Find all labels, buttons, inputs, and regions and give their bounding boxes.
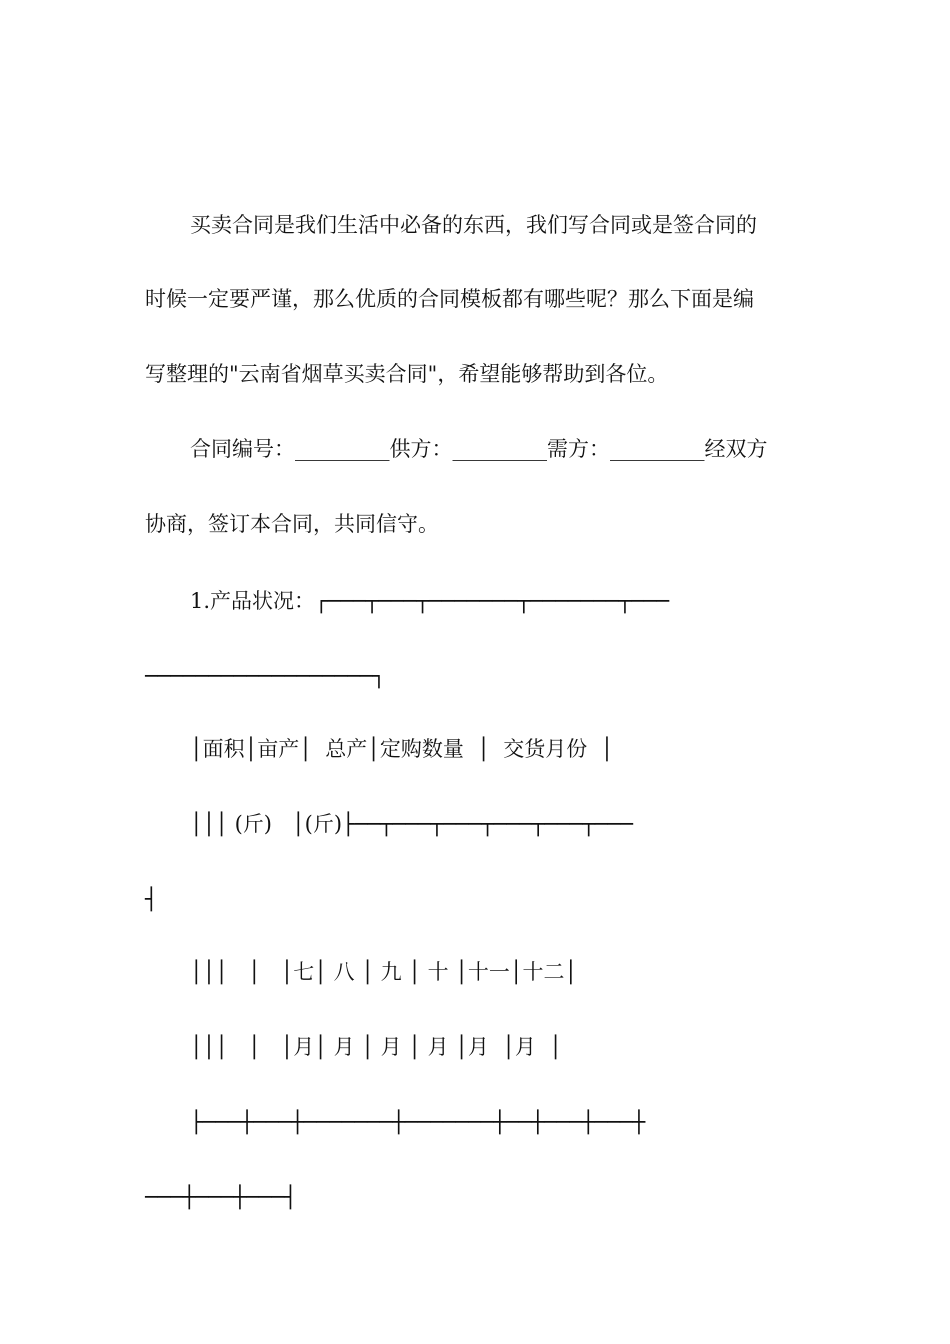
contract-intro-line-2: 协商，签订本合同，共同信守。 [145,512,439,536]
intro-paragraph-line-2: 时候一定要严谨，那么优质的合同模板都有哪些呢？那么下面是编 [145,287,754,311]
product-table-line-5: │││ │ │七│ 八 │ 九 │ 十 │十一│十二│ [190,960,578,984]
product-table-line-8: ───┼───┼───┤ [145,1185,297,1209]
product-table-line-7: ├───┼───┼───────┼───────┼──┼───┼───┼ [190,1110,646,1134]
product-table-line-3: │││ (斤) │(斤)├──┬───┬───┬───┬───┬─── [190,812,633,836]
product-section-heading: 1.产品状况：┌───┬───┬───────┬───────┬─── [190,589,670,613]
contract-intro-line-1: 合同编号：_________供方：_________需方：_________经双方 [190,437,768,461]
product-table-line-1: ──────────────────┐ [145,664,386,688]
product-table-line-4: ┤ [145,887,158,911]
intro-paragraph-line-3: 写整理的"云南省烟草买卖合同"，希望能够帮助到各位。 [145,362,669,386]
intro-paragraph-line-1: 买卖合同是我们生活中必备的东西，我们写合同或是签合同的 [190,213,757,237]
product-table-line-2: │面积│亩产│ 总产│定购数量 │ 交货月份 │ [190,737,614,761]
product-table-line-6: │││ │ │月│ 月 │ 月 │ 月 │月 │月 │ [190,1035,562,1059]
